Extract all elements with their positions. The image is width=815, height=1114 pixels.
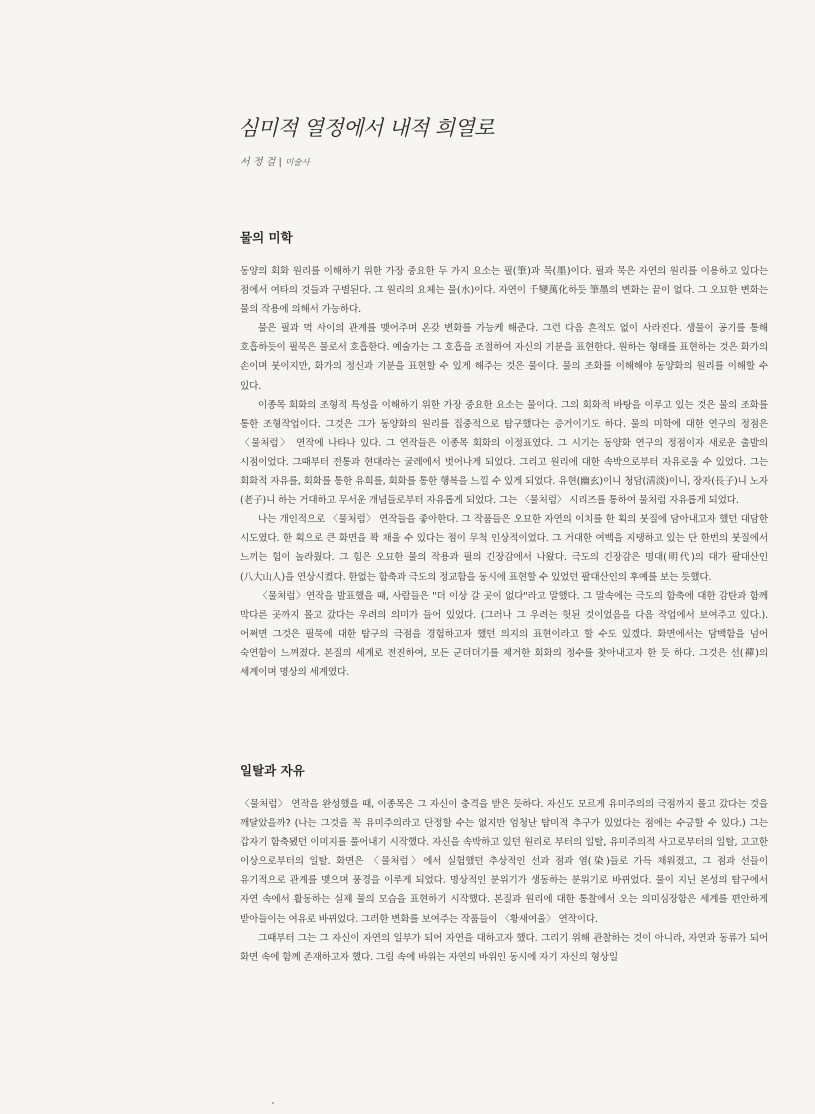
paragraph: 동양의 회화 원리를 이해하기 위한 가장 중요한 두 가지 요소는 필(筆)과 묵(墨)이다. 필과 묵은 자연의 원리를 이용하고 있다는 점에서 여타의 것들과 구별된다. 그 원리의 요체는 물(水)이다. 자연이 千變萬化하듯 筆墨의 변화는 끝이 없다. 그 오묘한 변화는 물의 작용에 의해서 가능하다. <box>240 266 768 316</box>
author-role: 미술사 <box>285 158 310 168</box>
paragraph: 그때부터 그는 그 자신이 자연의 일부가 되어 자연을 대하고자 했다. 그리기 위해 관찰하는 것이 아니라, 자연과 동류가 되어 화면 속에 함께 존재하고자 했다. 그림 속에 바위는 자연의 바위인 동시에 자기 자신의 형상일 <box>240 932 768 963</box>
author-name: 서 정 걸 | <box>240 157 282 168</box>
paragraph: 이종목 회화의 조형적 특성을 이해하기 위한 가장 중요한 요소는 물이다. 그의 회화적 바탕을 이루고 있는 것은 물의 조화를 통한 조형작업이다. 그것은 그가 동양화의 원리를 집중적으로 탐구했다는 증거이기도 하다. 물의 미학에 대한 연구의 정점은 〈물처럼〉 연작에 나타나 있다. 그 연작들은 이종목 회화의 이정표였다. 그 시기는 동양화 연구의 정점이자 새로운 출발의 시점이었다. 그때부터 전통과 현대라는 굴레에서 벗어나게 되었다. 그리고 원리에 대한 속박으로부터 자유로울 수 있었다. 그는 회화적 자유를, 회화를 통한 유희를, 회화를 통한 행복을 느낄 수 있게 되었다. 유현(幽玄)이니 청담(淸淡)이니, 장자(長子)니 노자(老子)니 하는 거대하고 무서운 개념들로부터 자유롭게 되었다. 그는 〈물처럼〉 시리즈를 통하여 물처럼 자유롭게 되었다. <box>240 399 768 507</box>
article-title: 심미적 열정에서 내적 희열로 <box>238 116 494 140</box>
paragraph: 물은 필과 먹 사이의 관계를 맺어주며 온갖 변화를 가능케 해준다. 그런 다음 흔적도 없이 사라진다. 생물이 공기를 통해 호흡하듯이 필묵은 물로서 호흡한다. 예술가는 그 호흡을 조절하여 자신의 기분을 표현한다. 원하는 형태를 표현하는 것은 화가의 손이며 붓이지만, 화가의 정신과 기분을 표현할 수 있게 해주는 것은 물이다. 물의 조화를 이해해야 동양화의 원리를 이해할 수 있다. <box>240 323 768 392</box>
section-water-aesthetics <box>240 262 768 682</box>
section-heading-water-aesthetics: 물의 미학 <box>240 230 293 245</box>
paragraph: 〈물처럼〉 연작을 완성했을 때, 이종목은 그 자신이 충격을 받은 듯하다. 자신도 모르게 유미주의의 극점까지 몰고 갔다는 것을 깨달았을까? (나는 그것을 꼭 유미주의라고 단정할 수는 없지만 엄청난 탐미적 추구가 있었다는 점에는 수긍할 수 있다.) 그는 갑자기 함축됐던 이미지를 풀어내기 시작했다. 자신을 속박하고 있던 원리로 부터의 일탈, 유미주의적 사고로부터의 일탈, 고고한 이상으로부터의 일탈. 화면은 〈물처럼〉에서 실험했던 추상적인 선과 점과 염(染)들로 가득 채워졌고, 그 점과 선들이 유기적으로 관계를 맺으며 풍경을 이루게 되었다. 명상적인 분위기가 생동하는 분위기로 바뀌었다. 물이 지닌 본성의 탐구에서 자연 속에서 활동하는 실제 물의 모습을 표현하기 시작했다. 본질과 원리에 대한 통찰에서 오는 의미심장함은 세계를 편안하게 받아들이는 여유로 바뀌었다. 그러한 변화를 보여주는 작품들이 〈황새여울〉 연작이다. <box>240 799 768 925</box>
paragraph: 나는 개인적으로 〈물처럼〉 연작들을 좋아한다. 그 작품들은 오묘한 자연의 이치를 한 획의 붓질에 담아내고자 했던 대담한 시도였다. 한 획으로 큰 화면을 꽉 채울 수 있다는 점이 무척 인상적이었다. 그 거대한 여백을 지탱하고 있는 단 한번의 붓질에서 느끼는 힘이 놀라웠다. 그 힘은 오묘한 물의 작용과 필의 긴장감에서 나왔다. 극도의 긴장감은 명대(明代)의 대가 팔대산인(八大山人)을 연상시켰다. 한없는 함축과 극도의 정교함을 동시에 표현할 수 있었던 팔대산인의 후예를 보는 듯했다. <box>240 514 768 583</box>
page-mark <box>272 1102 274 1104</box>
byline <box>240 153 310 168</box>
section-heading-deviation-freedom: 일탈과 자유 <box>240 763 305 778</box>
section-deviation-freedom <box>240 795 768 967</box>
paragraph: 〈물처럼〉연작을 발표했을 때, 사람들은 "더 이상 갈 곳이 없다"라고 말했다. 그 말속에는 극도의 함축에 대한 감탄과 함께 막다른 곳까지 몰고 갔다는 우려의 의미가 들어 있었다. (그러나 그 우려는 헛된 것이었음을 다음 작업에서 보여주고 있다.). 어쩌면 그것은 필묵에 대한 탐구의 극점을 경험하고자 했던 의지의 표현이라고 할 수도 있겠다. 화면에서는 담백함을 넘어 숙연함이 느껴졌다. 본질의 세계로 전진하여, 모든 군더더기를 제거한 회화의 정수를 찾아내고자 한 듯 하다. 그것은 선(禪)의 세계이며 명상의 세계였다. <box>240 590 768 678</box>
